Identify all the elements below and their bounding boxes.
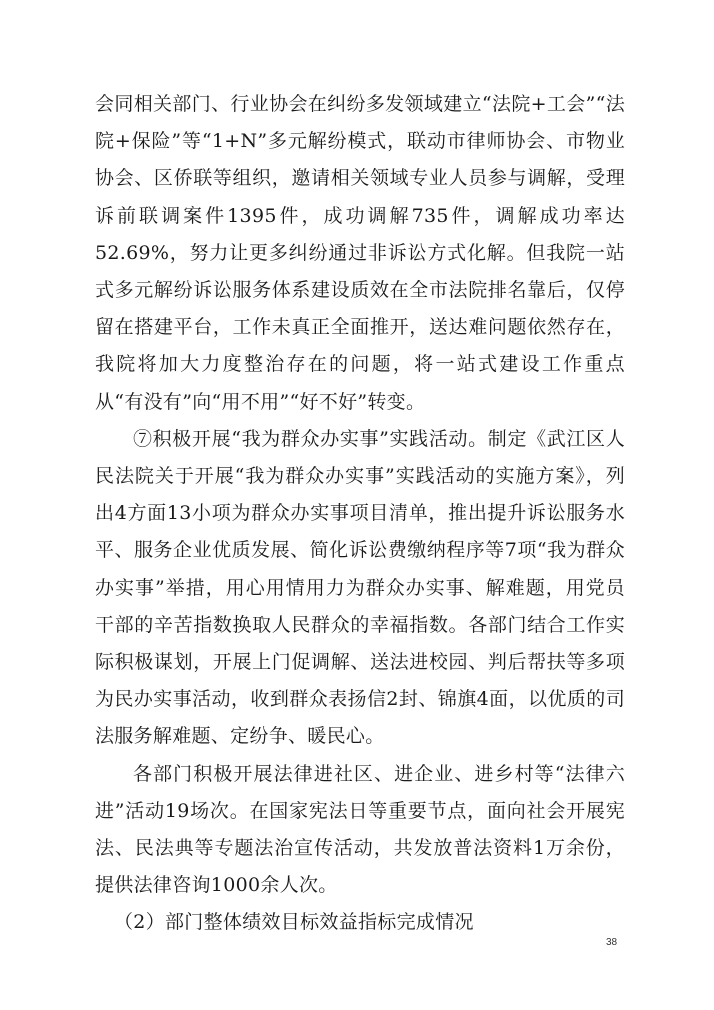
section-heading: （2）部门整体绩效目标效益指标完成情况: [114, 911, 474, 934]
body-paragraph-legal-outreach: 各部门积极开展法律进社区、进企业、进乡村等“法律六进”活动19场次。在国家宪法日等重要节点，面向社会开展宪法、民法典等专题法治宣传活动，共发放普法资料1万余份，提供法律咨询1000余人次。: [95, 762, 625, 897]
document-body: [95, 86, 625, 942]
body-paragraph-continuation: 会同相关部门、行业协会在纠纷多发领域建立“法院+工会”“法院+保险”等“1+N”多元解纷模式，联动市律师协会、市物业协会、区侨联等组织，邀请相关领域专业人员参与调解，受理诉前联调案件1395件，成功调解735件，调解成功率达52.69%，努力让更多纠纷通过非诉讼方式化解。但我院一站式多元解纷诉讼服务体系建设质效在全市法院排名靠后，仅停留在搭建平台，工作未真正全面推开，送达难问题依然存在，我院将加大力度整治存在的问题，将一站式建设工作重点从“有没有”向“用不用”“好不好”转变。: [95, 93, 625, 413]
body-paragraph-service-activity: ⑦积极开展“我为群众办实事”实践活动。制定《武江区人民法院关于开展“我为群众办实事”实践活动的实施方案》，列出4方面13小项为群众办实事项目清单，推出提升诉讼服务水平、服务企业优质发展、简化诉讼费缴纳程序等7项“我为群众办实事”举措，用心用情用力为群众办实事、解难题，用党员干部的辛苦指数换取人民群众的幸福指数。各部门结合工作实际积极谋划，开展上门促调解、送法进校园、判后帮扶等多项为民办实事活动，收到群众表扬信2封、锦旗4面，以优质的司法服务解难题、定纷争、暖民心。: [95, 427, 625, 748]
page-number: 38: [606, 937, 618, 948]
